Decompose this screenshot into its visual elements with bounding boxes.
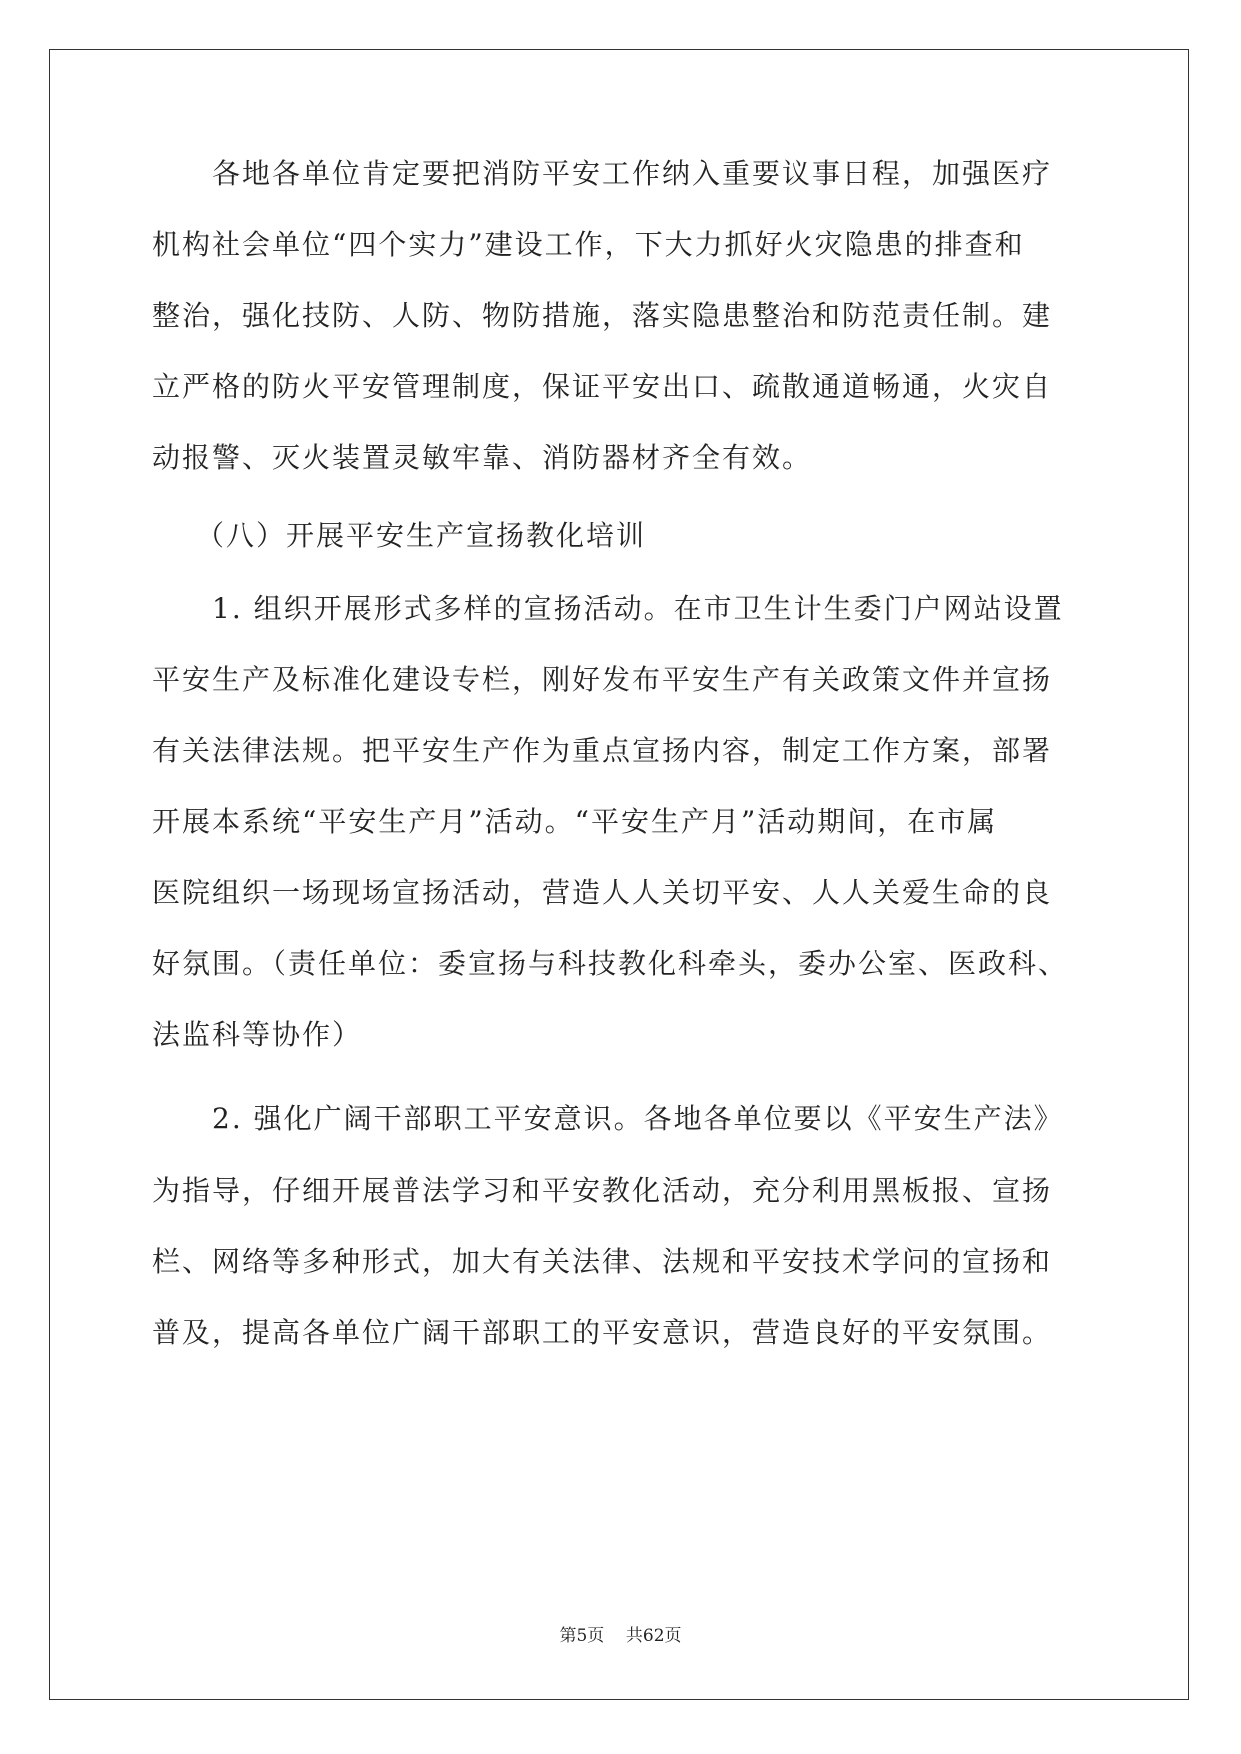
section-heading: （八）开展平安生产宣扬教化培训 (196, 519, 647, 552)
paragraph-line: 整治，强化技防、人防、物防措施，落实隐患整治和防范责任制。建 (152, 299, 1053, 332)
page-number-label: 第5页 共62页 (559, 1626, 682, 1646)
paragraph-line: 医院组织一场现场宣扬活动，营造人人关切平安、人人关爱生命的良 (152, 876, 1053, 909)
paragraph-line: 栏、网络等多种形式，加大有关法律、法规和平安技术学问的宣扬和 (152, 1245, 1053, 1278)
paragraph-line: 普及，提高各单位广阔干部职工的平安意识，营造良好的平安氛围。 (152, 1316, 1053, 1349)
paragraph-line: 平安生产及标准化建设专栏，刚好发布平安生产有关政策文件并宣扬 (152, 663, 1053, 696)
paragraph-line: 为指导，仔细开展普法学习和平安教化活动，充分利用黑板报、宣扬 (152, 1174, 1053, 1207)
paragraph-line: 立严格的防火平安管理制度，保证平安出口、疏散通道畅通，火灾自 (152, 370, 1053, 403)
paragraph-line: 法监科等协作） (152, 1018, 363, 1051)
paragraph-line: 开展本系统“平安生产月”活动。“平安生产月”活动期间，在市属 (152, 805, 998, 838)
paragraph-line: 动报警、灭火装置灵敏牢靠、消防器材齐全有效。 (152, 441, 813, 474)
paragraph-line: 有关法律法规。把平安生产作为重点宣扬内容，制定工作方案，部署 (152, 734, 1053, 767)
paragraph-line: 各地各单位肯定要把消防平安工作纳入重要议事日程，加强医疗 (212, 157, 1053, 190)
paragraph-line: 1. 组织开展形式多样的宣扬活动。在市卫生计生委门户网站设置 (212, 592, 1064, 625)
paragraph-line: 好氛围。（责任单位：委宣扬与科技教化科牵头，委办公室、医政科、 (152, 947, 1069, 980)
page-number-footer (0, 1625, 1241, 1647)
paragraph-line: 机构社会单位“四个实力”建设工作，下大力抓好火灾隐患的排查和 (152, 228, 1025, 261)
paragraph-line: 2. 强化广阔干部职工平安意识。各地各单位要以《平安生产法》 (212, 1102, 1064, 1135)
